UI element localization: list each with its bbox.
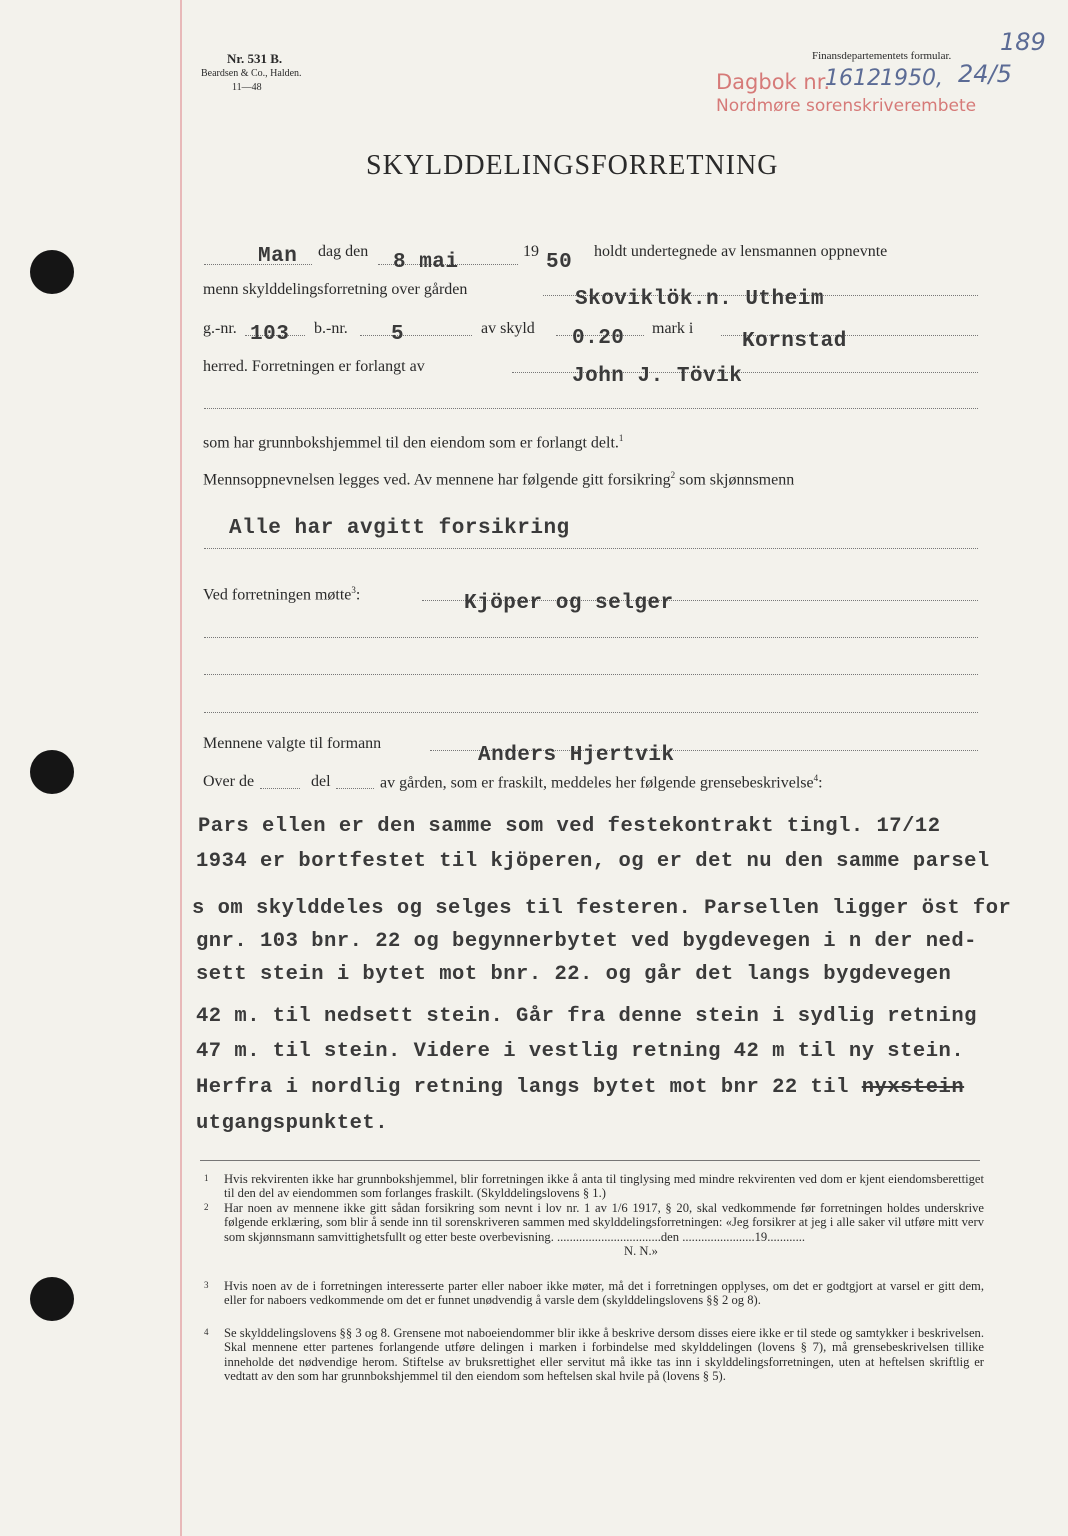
blank-line (204, 674, 978, 675)
skyld-label: av skyld (481, 320, 535, 337)
footnote-text: Se skylddelingslovens §§ 3 og 8. Grensene mot naboeiendommer blir ikke å beskrive dersom disses eiere ikke er til stede og samtykker i beskrivelsen. Skal mennene etter partenes forlangende utføre delingen i marken i forbindelse med skylddelingen (lovens § 7), må grensebeskrivelsen tillike inneholde det nødvendige herom. Stiftelse av bruksrettighet eller servitut må ikke tas inn i skylddelingsforretningen, uten at heftelsen skriftlig er vedtatt av den som har grunnbokshjemmel til den eiendom som heftelsen skal hvile på (lovens § 5). (224, 1326, 984, 1383)
skyld-value: 0.20 (572, 327, 625, 350)
journal-date: 24/5 (958, 60, 1012, 88)
day-label: dag den (318, 243, 369, 260)
chairman-label: Mennene valgte til formann (203, 735, 382, 752)
footnote-text: Har noen av mennene ikke gitt sådan forsikring som nevnt i lov nr. 1 av 1/6 1917, § 20, skal vedkommende før forretningen holdes underskrive følgende erklæring, som blir å sende inn til sorenskriveren sammen med skylddelingsforretningen: «Jeg forsikrer at jeg i alle saker vil utføre mitt verv som skjønnsmann samvittighetsfullt og etter beste overbevisning. .................................den .......................19............ (224, 1201, 984, 1244)
description-line: gnr. 103 bnr. 22 og begynnerbytet ved bygdevegen i n der ned- (196, 930, 977, 953)
description-line-text: Herfra i nordlig retning langs bytet mot bnr 22 til (196, 1076, 862, 1099)
date-value: 8 mai (393, 251, 459, 274)
form-number: Nr. 531 B. (227, 51, 283, 66)
leader-line (360, 335, 472, 336)
blank-line (204, 712, 978, 713)
journal-stamp-label: Dagbok nr. (716, 70, 831, 94)
leader-line (260, 788, 300, 789)
boundary-intro (380, 773, 823, 792)
gnr-label: g.-nr. (203, 320, 237, 337)
met-label (203, 585, 360, 604)
page-number: 189 (1000, 28, 1046, 56)
punch-hole-middle (30, 750, 74, 794)
menn-text-content: Mennsoppnevnelsen legges ved. Av mennene har følgende gitt forsikring (203, 471, 671, 489)
footnote-signature: N. N.» (624, 1243, 658, 1258)
met-label-content: Ved forretningen møtte (203, 586, 352, 604)
insurance-value: Alle har avgitt forsikring (229, 517, 570, 540)
blank-line (204, 408, 978, 409)
intro-text: holdt undertegnede av lensmannen oppnevnte (594, 243, 888, 260)
del-label: del (311, 773, 331, 790)
journal-entry-number: 1612 (825, 66, 881, 91)
grunnbok-text (203, 433, 623, 452)
gnr-value: 103 (250, 323, 290, 346)
year-prefix: 19 (523, 243, 539, 260)
footnote-number: 1 (204, 1173, 209, 1183)
boundary-intro-colon: : (818, 774, 823, 792)
blank-line (204, 548, 978, 549)
struck-text: nyxstein (861, 1076, 965, 1099)
leader-line (336, 788, 374, 789)
farm-label: menn skylddelingsforretning over gården (203, 281, 468, 298)
over-de-label: Over de (203, 773, 255, 790)
journal-year: 1950, (880, 66, 943, 91)
description-line (196, 1076, 964, 1099)
description-line: 42 m. til nedsett stein. Går fra denne stein i sydlig retning (196, 1005, 977, 1028)
footnote-divider (200, 1160, 980, 1161)
chairman-value: Anders Hjertvik (478, 744, 675, 767)
description-line: 1934 er bortfestet til kjöperen, og er det nu den samme parsel (196, 850, 990, 873)
description-line: 47 m. til stein. Videre i vestlig retning 42 m til ny stein. (196, 1040, 965, 1063)
herred-label: herred. Forretningen er forlangt av (203, 358, 425, 375)
menn-text-rest: som skjønnsmenn (679, 471, 795, 489)
bnr-value: 5 (391, 323, 405, 346)
met-label-colon: : (355, 586, 361, 604)
description-line: sett stein i bytet mot bnr. 22. og går det langs bygdevegen (196, 963, 952, 986)
court-stamp: Nordmøre sorenskriverembete (716, 96, 977, 116)
blank-line (204, 637, 978, 638)
footnote-ref: 3 (351, 585, 356, 595)
margin-line (180, 0, 182, 1536)
footnote-3 (204, 1279, 984, 1308)
document-title: SKYLDDELINGSFORRETNING (366, 150, 779, 181)
weekday-value: Man (258, 245, 298, 268)
boundary-intro-content: av gården, som er fraskilt, meddeles her følgende grensebeskrivelse (380, 774, 814, 792)
footnote-4 (204, 1326, 984, 1383)
grunnbok-text-content: som har grunnbokshjemmel til den eiendom som er forlangt delt. (203, 434, 619, 452)
footnote-ref: 1 (618, 433, 624, 443)
mark-label: mark i (652, 320, 694, 337)
menn-text (203, 470, 794, 489)
year-value: 50 (546, 251, 573, 274)
footnote-number: 3 (204, 1280, 209, 1290)
footnote-ref: 4 (813, 773, 819, 783)
footnote-text: Hvis noen av de i forretningen interesserte parter eller naboer ikke møter, må det i forretningen opplyses, om det er godtgjort at varsel er gitt dem, eller for naboers vedkommende om det er funnet unødvendig å varsle dem (skylddelingslovens §§ 2 og 8). (224, 1279, 984, 1308)
attendees-value: Kjöper og selger (464, 592, 674, 615)
description-line: Pars ellen er den samme som ved festekontrakt tingl. 17/12 (198, 815, 941, 838)
description-line: s om skylddeles og selges til festeren. Parsellen ligger öst for (192, 897, 1012, 920)
description-line: utgangspunktet. (196, 1112, 389, 1135)
footnote-2 (204, 1201, 984, 1258)
farm-value: Skoviklök.n. Utheim (575, 288, 824, 311)
municipality-value: Kornstad (742, 330, 847, 353)
footnote-number: 2 (204, 1202, 209, 1212)
footnote-1 (204, 1172, 984, 1201)
bnr-label: b.-nr. (314, 320, 348, 337)
punch-hole-top (30, 250, 74, 294)
printer-name: Beardsen & Co., Halden. (201, 68, 302, 79)
ministry-form: Finansdepartementets formular. (812, 50, 952, 62)
footnote-ref: 2 (670, 470, 676, 480)
requester-value: John J. Tövik (572, 365, 743, 388)
punch-hole-bottom (30, 1277, 74, 1321)
print-date: 11—48 (232, 82, 262, 93)
footnote-text: Hvis rekvirenten ikke har grunnbokshjemmel, blir forretningen ikke å anta til tinglysing med mindre rekvirenten ved dom er kjent eiendomsberettiget til den del av eiendommen som forlanges fraskilt. (Skylddelingslovens § 1.) (224, 1172, 984, 1201)
footnote-number: 4 (204, 1327, 209, 1337)
